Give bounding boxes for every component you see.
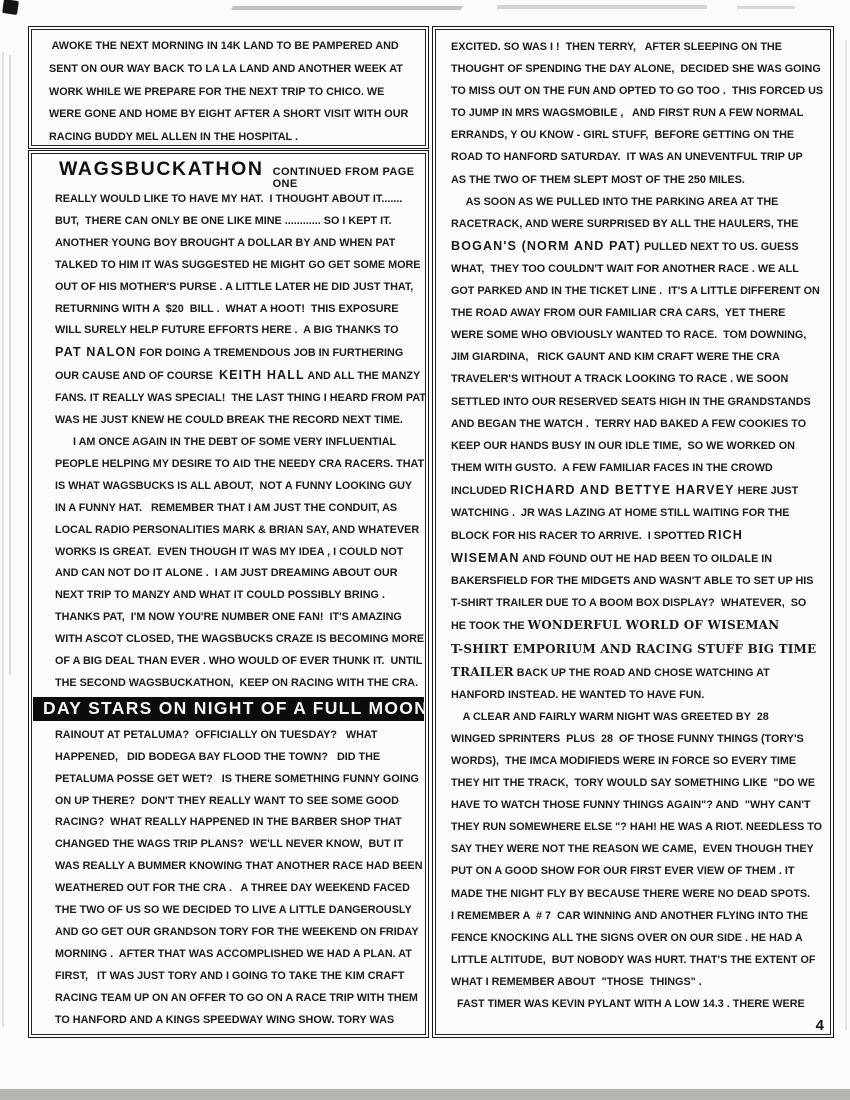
text-line xyxy=(55,476,422,498)
text-line xyxy=(49,81,422,104)
text-segment: TO MISS OUT ON THE FUN AND OPTED TO GO TOO . THIS FORCED US xyxy=(451,85,824,98)
text-line xyxy=(451,80,827,102)
text-line xyxy=(55,585,422,607)
text-segment: AS THE TWO OF THEM SLEPT MOST OF THE 250 MILES. xyxy=(451,173,745,186)
text-line xyxy=(55,189,422,211)
day-stars-header-bar xyxy=(33,697,429,721)
text-segment: PEOPLE HELPING MY DESIRE TO AID THE NEEDY CRA RACERS. THAT xyxy=(55,457,425,470)
text-segment: THANKS PAT, I'M NOW YOU'RE NUMBER ONE FAN! IT'S AMAZING xyxy=(55,611,402,624)
day-stars-article xyxy=(29,721,428,1032)
text-segment: WHAT I REMEMBER ABOUT "THOSE THINGS" . xyxy=(451,975,702,988)
text-line xyxy=(55,255,422,277)
text-segment: I AM ONCE AGAIN IN THE DEBT OF SOME VERY INFLUENTIAL xyxy=(55,435,397,448)
text-line xyxy=(55,922,422,944)
text-segment: LOCAL RADIO PERSONALITIES MARK & BRIAN SAY, AND WHATEVER xyxy=(55,523,420,536)
text-line xyxy=(451,927,827,949)
text-line xyxy=(55,651,422,673)
text-line xyxy=(451,435,827,457)
text-segment: HE TOOK THE xyxy=(451,620,528,633)
text-line xyxy=(451,750,827,772)
text-line xyxy=(55,365,422,388)
text-line xyxy=(55,498,422,520)
text-segment: THEY RUN SOMEWHERE ELSE "? HAH! HE WAS A RIOT. NEEDLESS TO xyxy=(451,821,823,834)
text-segment: INCLUDED xyxy=(451,484,510,497)
text-line xyxy=(451,772,827,794)
text-line xyxy=(451,146,827,168)
text-segment: ROAD TO HANFORD SATURDAY. IT WAS AN UNEVENTFUL TRIP UP xyxy=(451,151,803,164)
text-segment: IS WHAT WAGSBUCKS IS ALL ABOUT, NOT A FUNNY LOOKING GUY xyxy=(55,479,413,492)
text-line xyxy=(55,520,422,542)
text-line xyxy=(55,791,422,813)
text-segment: AND FOUND OUT HE HAD BEEN TO OILDALE IN xyxy=(519,553,773,566)
text-line xyxy=(55,342,422,365)
text-segment: WILL SURELY HELP FUTURE EFFORTS HERE . A BIG THANKS TO xyxy=(55,324,399,337)
text-line xyxy=(451,547,827,570)
right-column-box xyxy=(432,26,834,1038)
text-line xyxy=(451,592,827,614)
text-segment: HANFORD INSTEAD. HE WANTED TO HAVE FUN. xyxy=(451,688,705,701)
text-line xyxy=(451,638,827,661)
text-line xyxy=(451,883,827,905)
text-line xyxy=(55,211,422,233)
text-line xyxy=(451,949,827,971)
text-segment: AND BEGAN THE WATCH . TERRY HAD BAKED A FEW COOKIES TO xyxy=(451,417,807,430)
text-segment: WORKS IS GREAT. EVEN THOUGH IT WAS MY IDEA , I COULD NOT xyxy=(55,545,404,558)
text-line xyxy=(451,794,827,816)
text-line xyxy=(451,570,827,592)
text-segment: ERRANDS, Y OU KNOW - GIRL STUFF, BEFORE GETTING ON THE xyxy=(451,129,795,142)
text-line xyxy=(451,102,827,124)
text-line xyxy=(55,900,422,922)
text-segment: MORNING . AFTER THAT WAS ACCOMPLISHED WE HAD A PLAN. AT xyxy=(55,947,412,960)
text-segment: FOR DOING A TREMENDOUS JOB IN FURTHERING xyxy=(136,347,404,360)
text-line xyxy=(55,410,422,432)
text-line xyxy=(451,413,827,435)
text-segment: ON UP THERE? DON'T THEY REALLY WANT TO SEE SOME GOOD xyxy=(55,794,399,807)
serif-phrase: WONDERFUL WORLD OF WISEMAN xyxy=(527,618,780,633)
text-segment: WORK WHILE WE PREPARE FOR THE NEXT TRIP TO CHICO. WE xyxy=(49,85,385,98)
text-line xyxy=(55,388,426,410)
text-segment: OUT OF HIS MOTHER'S PURSE . A LITTLE LATER HE DID JUST THAT, xyxy=(55,280,414,293)
wagsbuckathon-article xyxy=(29,185,428,695)
text-segment: TO JUMP IN MRS WAGSMOBILE , AND FIRST RUN A FEW NORMAL xyxy=(451,107,804,120)
text-segment: NEXT TRIP TO MANZY AND WHAT IT COULD POSSIBLY BRING . xyxy=(55,589,385,602)
text-line xyxy=(451,614,827,637)
text-segment: FAST TIMER WAS KEVIN PYLANT WITH A LOW 14.3 . THERE WERE xyxy=(451,998,805,1011)
text-line xyxy=(451,324,827,346)
text-segment: IN A FUNNY HAT. REMEMBER THAT I AM JUST THE CONDUIT, AS xyxy=(55,501,398,514)
text-segment: HERE JUST xyxy=(734,484,799,497)
text-line xyxy=(55,233,422,255)
scan-artifact-edge-line xyxy=(9,55,11,675)
scan-artifact-streak xyxy=(737,6,795,9)
text-segment: MADE THE NIGHT FLY BY BECAUSE THERE WERE NO DEAD SPOTS. xyxy=(451,887,811,900)
text-line xyxy=(451,235,827,258)
text-line xyxy=(451,368,827,390)
text-segment: AND GO GET OUR GRANDSON TORY FOR THE WEEKEND ON FRIDAY xyxy=(55,926,419,938)
wagsbuckathon-title: WAGSBUCKATHON xyxy=(59,158,264,180)
text-line xyxy=(451,36,827,58)
text-segment: WORDS), THE IMCA MODIFIEDS WERE IN FORCE SO EVERY TIME xyxy=(451,755,797,767)
text-segment: GOT PARKED AND IN THE TICKET LINE . IT'S A LITTLE DIFFERENT ON xyxy=(451,285,820,298)
text-segment: PULLED NEXT TO US. GUESS xyxy=(640,240,799,253)
text-line xyxy=(451,502,827,524)
text-line xyxy=(49,58,422,81)
text-segment: OF A BIG DEAL THAN EVER . WHO WOULD OF EVER THUNK IT. UNTIL xyxy=(55,655,423,668)
text-line xyxy=(55,673,422,695)
text-line xyxy=(55,320,422,342)
text-line xyxy=(451,479,827,502)
left-main-box xyxy=(28,150,429,1038)
text-segment: THE TWO OF US SO WE DECIDED TO LIVE A LITTLE DANGEROUSLY xyxy=(55,904,412,917)
text-segment: WHAT, THEY TOO COULDN'T WAIT FOR ANOTHER RACE . WE ALL xyxy=(451,262,799,275)
text-segment: FENCE KNOCKING ALL THE SIGNS OVER ON OUR SIDE . HE HAD A xyxy=(451,931,803,944)
text-line xyxy=(451,302,827,324)
text-segment: AS SOON AS WE PULLED INTO THE PARKING AREA AT THE xyxy=(451,195,779,208)
left-intro-box xyxy=(28,26,429,149)
text-line xyxy=(55,747,422,769)
text-segment: WERE SOME WHO OBVIOUSLY WANTED TO RACE. TOM DOWNING, xyxy=(451,329,807,342)
text-segment: THEY HIT THE TRACK, TORY WOULD SAY SOMETHING LIKE "DO WE xyxy=(451,777,816,790)
text-segment: AWOKE THE NEXT MORNING IN 14K LAND TO BE PAMPERED AND xyxy=(49,40,399,52)
text-segment: WATCHING . JR WAS LAZING AT HOME STILL WAITING FOR THE xyxy=(451,506,790,519)
scan-artifact-edge-line xyxy=(2,52,4,1027)
text-line xyxy=(55,944,422,966)
text-line xyxy=(451,191,827,213)
text-segment: SAY THEY WERE NOT THE REASON WE CAME, EVEN THOUGH THEY xyxy=(451,843,814,856)
text-segment: THEM WITH GUSTO. A FEW FAMILIAR FACES IN THE CROWD xyxy=(451,461,773,474)
text-segment: EXCITED. SO WAS I ! THEN TERRY, AFTER SLEEPING ON THE xyxy=(451,41,782,53)
text-segment: THE SECOND WAGSBUCKATHON, KEEP ON RACING WITH THE CRA. xyxy=(55,676,419,689)
text-line xyxy=(55,856,422,878)
text-line xyxy=(55,563,422,585)
text-line xyxy=(451,838,827,860)
page-number: 4 xyxy=(815,1017,824,1034)
intro-paragraph xyxy=(29,27,428,149)
wagsbuckathon-heading xyxy=(29,151,428,190)
text-line xyxy=(55,432,422,454)
day-stars-title: DAY STARS ON NIGHT OF A FULL MOON xyxy=(43,698,429,719)
text-line xyxy=(55,607,422,629)
text-segment: PETALUMA POSSE GET WET? IS THERE SOMETHING FUNNY GOING xyxy=(55,772,419,785)
text-segment: THOUGHT OF SPENDING THE DAY ALONE, DECIDED SHE WAS GOING xyxy=(451,63,821,76)
text-line xyxy=(451,457,827,479)
text-line xyxy=(451,971,827,993)
text-line xyxy=(451,860,827,882)
text-line xyxy=(55,834,422,856)
text-segment: WEATHERED OUT FOR THE CRA . A THREE DAY WEEKEND FACED xyxy=(55,882,410,895)
text-segment: LITTLE ALTITUDE, BUT NOBODY WAS HURT. THAT'S THE EXTENT OF xyxy=(451,953,816,966)
text-segment: REALLY WOULD LIKE TO HAVE MY HAT. I THOUGHT ABOUT IT....... xyxy=(55,193,403,205)
text-segment: RACETRACK, AND WERE SURPRISED BY ALL THE HAULERS, THE xyxy=(451,217,799,230)
text-segment: SETTLED INTO OUR RESERVED SEATS HIGH IN THE GRANDSTANDS xyxy=(451,395,811,408)
emphasized-name: BOGAN'S (NORM AND PAT) xyxy=(451,238,641,253)
text-segment: OUR CAUSE AND OF COURSE xyxy=(55,370,219,383)
right-column-article xyxy=(433,27,833,1015)
text-segment: AND CAN NOT DO IT ALONE . I AM JUST DREAMING ABOUT OUR xyxy=(55,567,398,580)
serif-phrase: TRAILER xyxy=(451,664,514,679)
text-segment: RACING TEAM UP ON AN OFFER TO GO ON A RACE TRIP WITH THEM xyxy=(55,991,418,1004)
text-line xyxy=(451,993,827,1015)
text-line xyxy=(55,542,422,564)
emphasized-name: KEITH HALL xyxy=(218,368,305,383)
text-segment: I REMEMBER A # 7 CAR WINNING AND ANOTHER FLYING INTO THE xyxy=(451,909,809,922)
text-segment: FANS. IT REALLY WAS SPECIAL! THE LAST THING I HEARD FROM PAT xyxy=(55,392,426,405)
text-line xyxy=(451,124,827,146)
emphasized-name: PAT NALON xyxy=(55,345,137,360)
text-segment: WAS REALLY A BUMMER KNOWING THAT ANOTHER RACE HAD BEEN xyxy=(55,860,423,873)
text-segment: WINGED SPRINTERS PLUS 28 OF THOSE FUNNY THINGS (TORY'S xyxy=(451,732,804,745)
text-line xyxy=(55,878,422,900)
text-segment: BUT, THERE CAN ONLY BE ONE LIKE MINE ............ SO I KEPT IT. xyxy=(55,214,392,227)
text-segment: THE ROAD AWAY FROM OUR FAMILIAR CRA CARS, YET THERE xyxy=(451,307,786,320)
text-line xyxy=(451,816,827,838)
text-segment: RACING BUDDY MEL ALLEN IN THE HOSPITAL . xyxy=(49,131,298,144)
text-line xyxy=(55,299,422,321)
text-segment: TO HANFORD AND A KINGS SPEEDWAY WING SHOW. TORY WAS xyxy=(55,1013,395,1026)
text-line xyxy=(55,812,422,834)
text-line xyxy=(55,629,425,651)
scan-artifact-streak xyxy=(231,6,463,10)
text-segment: AND ALL THE MANZY xyxy=(304,370,421,383)
text-segment: BLOCK FOR HIS RACER TO ARRIVE. I SPOTTED xyxy=(451,530,708,543)
text-segment: FIRST, IT WAS JUST TORY AND I GOING TO TAKE THE KIM CRAFT xyxy=(55,969,405,982)
text-line xyxy=(55,1010,422,1032)
text-segment: PUT ON A GOOD SHOW FOR OUR FIRST EVER VIEW OF THEM . IT xyxy=(451,865,795,878)
text-segment: TALKED TO HIM IT WAS SUGGESTED HE MIGHT GO GET SOME MORE xyxy=(55,258,421,271)
text-line xyxy=(451,280,827,302)
text-line xyxy=(49,35,422,58)
scan-artifact-bottom-band xyxy=(0,1089,850,1100)
text-segment: T-SHIRT TRAILER DUE TO A BOOM BOX DISPLAY? WHATEVER, SO xyxy=(451,597,807,610)
text-line xyxy=(451,524,827,547)
text-segment: HAPPENED, DID BODEGA BAY FLOOD THE TOWN? DID THE xyxy=(55,750,381,763)
text-line xyxy=(451,661,827,684)
text-line xyxy=(451,213,827,235)
text-segment: WITH ASCOT CLOSED, THE WAGSBUCKS CRAZE IS BECOMING MORE xyxy=(55,633,425,646)
emphasized-name: WISEMAN xyxy=(451,551,520,566)
text-segment: RACING? WHAT REALLY HAPPENED IN THE BARBER SHOP THAT xyxy=(55,816,402,829)
text-line xyxy=(451,391,827,413)
scan-artifact-streak xyxy=(497,5,707,9)
text-line xyxy=(451,169,827,191)
text-segment: RETURNING WITH A $20 BILL . WHAT A HOOT! THIS EXPOSURE xyxy=(55,302,399,315)
text-segment: JIM GIARDINA, RICK GAUNT AND KIM CRAFT WERE THE CRA xyxy=(451,351,780,364)
text-line xyxy=(55,454,425,476)
wagsbuckathon-subtitle: CONTINUED FROM PAGE ONE xyxy=(272,166,415,190)
text-segment: HAVE TO WATCH THOSE FUNNY THINGS AGAIN"? AND "WHY CAN'T xyxy=(451,799,811,812)
text-line xyxy=(451,728,827,750)
text-segment: BACK UP THE ROAD AND CHOSE WATCHING AT xyxy=(513,666,770,679)
text-segment: WAS HE JUST KNEW HE COULD BREAK THE RECORD NEXT TIME. xyxy=(55,414,403,427)
text-line xyxy=(55,769,422,791)
text-line xyxy=(451,58,827,80)
text-line xyxy=(49,126,422,149)
emphasized-name: RICH xyxy=(707,528,743,543)
text-line xyxy=(55,277,422,299)
text-segment: SENT ON OUR WAY BACK TO LA LA LAND AND ANOTHER WEEK AT xyxy=(49,62,403,75)
text-segment: A CLEAR AND FAIRLY WARM NIGHT WAS GREETED BY 28 xyxy=(451,710,769,723)
text-segment: WERE GONE AND HOME BY EIGHT AFTER A SHORT VISIT WITH OUR xyxy=(49,108,409,121)
text-line xyxy=(49,103,422,126)
emphasized-name: RICHARD AND BETTYE HARVEY xyxy=(509,482,735,497)
text-line xyxy=(451,684,827,706)
text-segment: ANOTHER YOUNG BOY BROUGHT A DOLLAR BY AND WHEN PAT xyxy=(55,236,396,249)
text-line xyxy=(451,905,827,927)
scan-artifact-edge-line xyxy=(845,40,847,1030)
text-segment: RAINOUT AT PETALUMA? OFFICIALLY ON TUESDAY? WHAT xyxy=(55,728,378,741)
scan-artifact-blob xyxy=(2,0,19,15)
text-segment: KEEP OUR HANDS BUSY IN OUR IDLE TIME, SO WE WORKED ON xyxy=(451,439,795,452)
text-segment: BAKERSFIELD FOR THE MIDGETS AND WASN'T ABLE TO SET UP HIS xyxy=(451,575,814,588)
text-line xyxy=(55,725,422,747)
text-line xyxy=(55,988,422,1010)
text-line xyxy=(55,966,422,988)
text-line xyxy=(451,346,827,368)
text-line xyxy=(451,706,827,728)
text-segment: TRAVELER'S WITHOUT A TRACK LOOKING TO RACE . WE SOON xyxy=(451,373,789,386)
serif-phrase: T-SHIRT EMPORIUM AND RACING STUFF BIG TIME xyxy=(451,641,817,656)
text-segment: CHANGED THE WAGS TRIP PLANS? WE'LL NEVER KNOW, BUT IT xyxy=(55,838,404,851)
text-line xyxy=(451,258,827,280)
